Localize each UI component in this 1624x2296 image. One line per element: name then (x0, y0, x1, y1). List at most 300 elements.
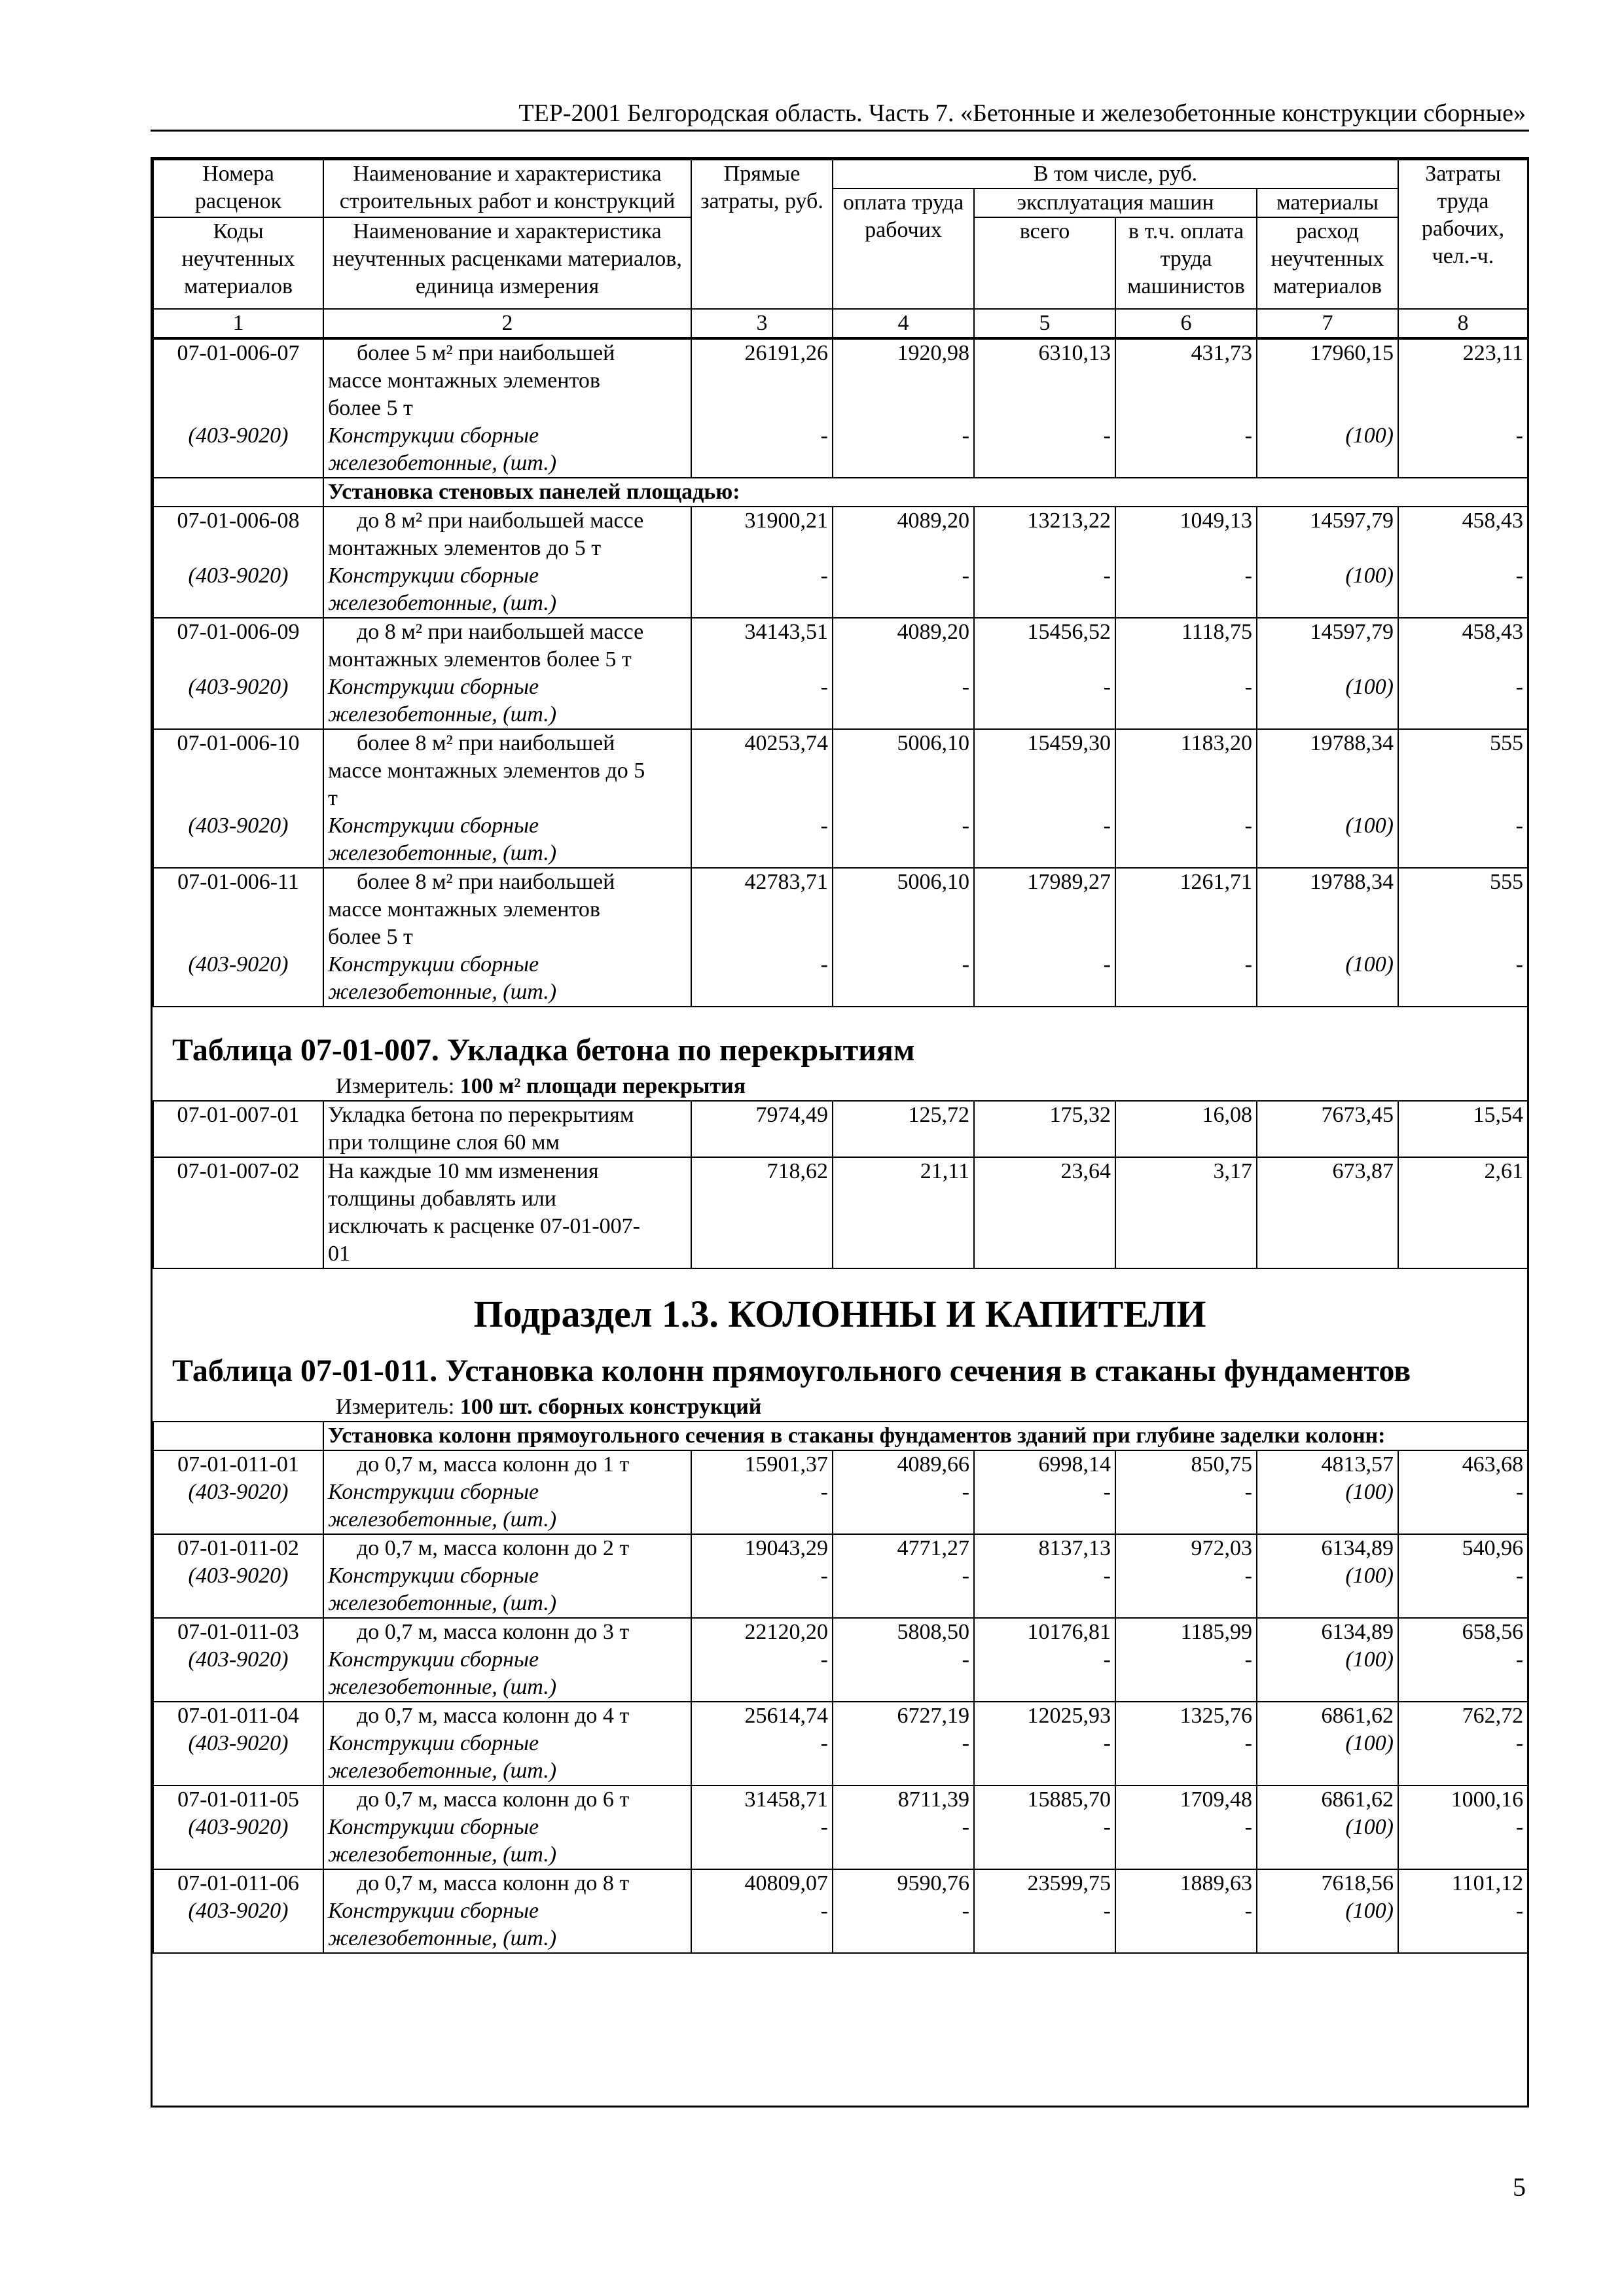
rate-code: 07-01-011-03 (177, 1620, 299, 1644)
table-07-01-006 (153, 338, 1528, 1007)
value-cell (974, 1450, 1115, 1534)
rate-row (153, 618, 1528, 729)
value-cell (691, 1785, 833, 1869)
value-cell (1398, 868, 1528, 1007)
material-value: - (1103, 1815, 1111, 1839)
value: 463,68 (1462, 1452, 1524, 1477)
table-07-01-007-title: Таблица 07-01-007. Укладка бетона по перекрытиям (172, 1033, 915, 1067)
spacer (158, 896, 319, 924)
value: 15,54 (1473, 1103, 1523, 1127)
value: 6998,14 (1038, 1452, 1111, 1477)
value: 658,56 (1462, 1620, 1524, 1644)
value-cell (1115, 507, 1257, 618)
value: 2,61 (1484, 1159, 1523, 1183)
rate-row (153, 1450, 1528, 1534)
value-cell (1257, 1157, 1398, 1268)
value-cell (1398, 339, 1528, 478)
value-cell (691, 1618, 833, 1702)
value: 4813,57 (1321, 1452, 1394, 1477)
material-value: - (1515, 564, 1523, 588)
description-line: до 0,7 м, масса колонн до 6 т (357, 1787, 630, 1812)
value-cell (1257, 1785, 1398, 1869)
material-line: железобетонные, (шт.) (328, 451, 557, 475)
value: 19043,29 (744, 1536, 828, 1560)
value: 1261,71 (1180, 870, 1252, 894)
value: 7974,49 (755, 1103, 828, 1127)
rate-code: 07-01-011-06 (177, 1871, 299, 1895)
spacer (696, 896, 828, 924)
rate-code-cell (153, 507, 323, 618)
spacer (1261, 535, 1394, 562)
value-cell (1257, 729, 1398, 868)
material-value: - (1244, 675, 1252, 699)
material-value: - (1244, 1647, 1252, 1672)
rate-code: 07-01-011-01 (177, 1452, 299, 1477)
rate-code: 07-01-011-04 (177, 1704, 299, 1728)
material-value: - (1103, 1647, 1111, 1672)
material-line: железобетонные, (шт.) (328, 1507, 557, 1532)
empty-cell (153, 1422, 323, 1450)
value: 42783,71 (744, 870, 828, 894)
material-line: Конструкции сборные (328, 1899, 539, 1923)
material-value: - (1515, 1731, 1524, 1755)
value: 22120,20 (744, 1620, 828, 1644)
value-cell (1115, 729, 1257, 868)
value-cell (833, 729, 974, 868)
value: 8137,13 (1038, 1536, 1111, 1560)
value: 673,87 (1332, 1159, 1394, 1183)
material-line: Конструкции сборные (328, 675, 539, 699)
spacer (837, 395, 969, 422)
value: 1101,12 (1451, 1871, 1524, 1895)
spacer (158, 535, 319, 562)
value-cell (691, 339, 833, 478)
description-cell (323, 729, 691, 868)
material-value: - (1103, 564, 1111, 588)
value: 762,72 (1462, 1704, 1524, 1728)
spacer (696, 757, 828, 785)
value-cell (1257, 1869, 1398, 1953)
material-line: Конструкции сборные (328, 1480, 539, 1504)
material-line: железобетонные, (шт.) (328, 841, 557, 865)
description-line: до 0,7 м, масса колонн до 8 т (357, 1871, 630, 1895)
value-cell (691, 618, 833, 729)
material-value: - (962, 1815, 969, 1839)
value: 175,32 (1049, 1103, 1111, 1127)
value: 34143,51 (744, 620, 828, 644)
spacer (837, 896, 969, 924)
table-07-01-011-meter (153, 1393, 1527, 1421)
value-cell (1115, 1450, 1257, 1534)
value-cell (691, 1534, 833, 1618)
col-name-bottom: Наименование и характеристика неучтенных расценками материалов, единица измерения (323, 217, 691, 309)
rate-row (153, 868, 1528, 1007)
spacer (837, 535, 969, 562)
value: 26191,26 (744, 341, 828, 365)
spacer (1120, 367, 1252, 395)
spacer (696, 367, 828, 395)
spacer (1261, 757, 1394, 785)
value: 1049,13 (1180, 509, 1252, 533)
value: 6861,62 (1321, 1787, 1394, 1812)
rate-code-cell (153, 618, 323, 729)
value-cell (1257, 507, 1398, 618)
value: 8711,39 (897, 1787, 969, 1812)
value: 4089,20 (897, 620, 969, 644)
material-value: - (820, 675, 828, 699)
empty-cell (153, 478, 323, 507)
value: 7618,56 (1321, 1871, 1394, 1895)
material-value: - (962, 1899, 969, 1923)
col-number: 7 (1257, 309, 1398, 338)
material-value: - (820, 814, 828, 838)
material-value: - (962, 952, 969, 977)
spacer (1120, 395, 1252, 422)
material-value: - (962, 564, 969, 588)
value: 17989,27 (1027, 870, 1111, 894)
material-value: - (1103, 1564, 1111, 1588)
value-cell (1115, 1157, 1257, 1268)
col-labor-hours: Затраты труда рабочих, чел.-ч. (1398, 160, 1528, 309)
value-cell (1398, 1450, 1528, 1534)
spacer (1403, 896, 1523, 924)
material-value: - (1103, 814, 1111, 838)
subsection-title: Подраздел 1.3. КОЛОННЫ И КАПИТЕЛИ (473, 1293, 1206, 1335)
col-machines: эксплуатация машин (974, 188, 1257, 217)
material-code: (403-9020) (188, 1564, 289, 1588)
material-value: - (1515, 1899, 1524, 1923)
material-value: - (962, 423, 969, 448)
material-line: Конструкции сборные (328, 1564, 539, 1588)
value-cell (833, 339, 974, 478)
material-line: железобетонные, (шт.) (328, 1591, 557, 1615)
description-cell (323, 1869, 691, 1953)
col-including: В том числе, руб. (833, 160, 1398, 188)
spacer (979, 367, 1111, 395)
value: 6861,62 (1321, 1704, 1394, 1728)
table-07-01-007-meter (153, 1073, 1527, 1100)
material-line: Конструкции сборные (328, 1647, 539, 1672)
material-value: - (1103, 423, 1111, 448)
spacer (158, 924, 319, 951)
description-cell (323, 1534, 691, 1618)
material-value: (100) (1345, 814, 1394, 838)
value-cell (691, 729, 833, 868)
value-cell (1115, 1869, 1257, 1953)
description-line: На каждые 10 мм изменения (328, 1159, 599, 1183)
value-cell (1115, 1534, 1257, 1618)
value-cell (833, 868, 974, 1007)
value-cell (833, 1157, 974, 1268)
value: 972,03 (1191, 1536, 1252, 1560)
value: 1920,98 (897, 341, 969, 365)
description-line: более 5 т (328, 925, 413, 949)
material-value: - (962, 1647, 969, 1672)
value: 23599,75 (1027, 1871, 1111, 1895)
material-value: (100) (1345, 952, 1394, 977)
description-cell (323, 1157, 691, 1268)
material-value: - (820, 564, 828, 588)
material-value: (100) (1345, 1731, 1394, 1755)
value: 1000,16 (1451, 1787, 1524, 1812)
description-cell (323, 1101, 691, 1157)
material-value: - (962, 1480, 969, 1504)
value-cell (691, 1450, 833, 1534)
material-value: - (1103, 1731, 1111, 1755)
spacer (1261, 896, 1394, 924)
value-cell (833, 618, 974, 729)
material-value: (100) (1345, 1564, 1394, 1588)
value: 4089,20 (897, 509, 969, 533)
material-value: (100) (1345, 1815, 1394, 1839)
value: 6134,89 (1321, 1536, 1394, 1560)
value: 6134,89 (1321, 1620, 1394, 1644)
material-value: - (962, 1564, 969, 1588)
value: 14597,79 (1310, 620, 1394, 644)
value-cell (1398, 1618, 1528, 1702)
material-line: Конструкции сборные (328, 423, 539, 448)
rate-code-cell (153, 1101, 323, 1157)
description-line: до 8 м² при наибольшей массе (357, 620, 644, 644)
rate-code: 07-01-007-01 (177, 1103, 300, 1127)
col-number: 1 (153, 309, 323, 338)
spacer (979, 924, 1111, 951)
description-line: массе монтажных элементов (328, 368, 600, 393)
value-cell (974, 868, 1115, 1007)
value-cell (833, 507, 974, 618)
material-value: - (1244, 1899, 1252, 1923)
material-code: (403-9020) (188, 564, 289, 588)
value-cell (1257, 618, 1398, 729)
material-code: (403-9020) (188, 1899, 289, 1923)
material-value: - (1244, 423, 1252, 448)
table-07-01-011-title: Таблица 07-01-011. Установка колонн прямоугольного сечения в стаканы фундаментов (172, 1354, 1411, 1388)
value-cell (1398, 507, 1528, 618)
value-cell (1398, 1869, 1528, 1953)
col-direct: Прямые затраты, руб. (691, 160, 833, 309)
value-cell (1398, 1101, 1528, 1157)
material-value: - (962, 675, 969, 699)
col-number: 4 (833, 309, 974, 338)
value: 6727,19 (897, 1704, 969, 1728)
spacer (158, 395, 319, 422)
material-code: (403-9020) (188, 1480, 289, 1504)
value: 15885,70 (1027, 1787, 1111, 1812)
value-cell (1257, 1534, 1398, 1618)
value-cell (691, 868, 833, 1007)
material-value: - (1103, 1899, 1111, 1923)
material-value: (100) (1345, 675, 1394, 699)
material-line: железобетонные, (шт.) (328, 702, 557, 726)
value-cell (974, 1157, 1115, 1268)
value: 1325,76 (1180, 1704, 1252, 1728)
spacer (979, 785, 1111, 812)
material-value: - (820, 1647, 828, 1672)
description-cell (323, 507, 691, 618)
value-cell (974, 729, 1115, 868)
description-line: монтажных элементов более 5 т (328, 647, 632, 672)
value: 431,73 (1191, 341, 1252, 365)
material-line: Конструкции сборные (328, 814, 539, 838)
spacer (979, 896, 1111, 924)
description-line: более 8 м² при наибольшей (357, 870, 615, 894)
value: 4771,27 (897, 1536, 969, 1560)
material-line: Конструкции сборные (328, 1731, 539, 1755)
spacer (1403, 924, 1523, 951)
table-header (153, 159, 1528, 338)
value-cell (833, 1869, 974, 1953)
spacer (696, 395, 828, 422)
value-cell (833, 1785, 974, 1869)
rate-row (153, 339, 1528, 478)
description-line: до 0,7 м, масса колонн до 1 т (357, 1452, 630, 1477)
value-cell (974, 1101, 1115, 1157)
value: 40253,74 (744, 731, 828, 755)
value-cell (1398, 618, 1528, 729)
rate-code-cell (153, 1702, 323, 1785)
rate-code: 07-01-011-05 (177, 1787, 299, 1812)
value-cell (1257, 1618, 1398, 1702)
value: 1183,20 (1180, 731, 1252, 755)
spacer (837, 646, 969, 673)
description-cell (323, 1450, 691, 1534)
rate-code-cell (153, 1869, 323, 1953)
group-row (153, 478, 1528, 507)
value-cell (1115, 1702, 1257, 1785)
value: 5006,10 (897, 731, 969, 755)
value: 10176,81 (1027, 1620, 1111, 1644)
value-cell (1398, 1534, 1528, 1618)
spacer (1403, 757, 1523, 785)
material-value: - (962, 1731, 969, 1755)
material-line: Конструкции сборные (328, 564, 539, 588)
description-line: толщины добавлять или (328, 1187, 556, 1211)
rate-row (153, 729, 1528, 868)
value-cell (1257, 1101, 1398, 1157)
spacer (158, 757, 319, 785)
value: 12025,93 (1027, 1704, 1111, 1728)
rate-code: 07-01-006-11 (177, 870, 299, 894)
rate-row (153, 1702, 1528, 1785)
col-machinist: в т.ч. оплата труда машинистов (1115, 217, 1257, 309)
value: 6310,13 (1038, 341, 1111, 365)
material-value: - (1244, 564, 1252, 588)
material-code: (403-9020) (188, 675, 289, 699)
spacer (696, 646, 828, 673)
rate-code: 07-01-007-02 (177, 1159, 300, 1183)
description-cell (323, 339, 691, 478)
material-line: Конструкции сборные (328, 1815, 539, 1839)
value: 850,75 (1191, 1452, 1252, 1477)
material-value: - (1103, 675, 1111, 699)
material-value: - (1244, 952, 1252, 977)
description-line: более 8 м² при наибольшей (357, 731, 615, 755)
rate-row (153, 1785, 1528, 1869)
material-line: железобетонные, (шт.) (328, 1759, 557, 1783)
material-line: железобетонные, (шт.) (328, 1842, 557, 1867)
header-rule (151, 130, 1529, 132)
value: 13213,22 (1027, 509, 1111, 533)
value-cell (974, 618, 1115, 729)
value: 540,96 (1462, 1536, 1524, 1560)
material-code: (403-9020) (188, 1815, 289, 1839)
value-cell (1398, 1702, 1528, 1785)
value-cell (974, 1618, 1115, 1702)
material-value: - (1103, 1480, 1111, 1504)
description-cell (323, 1785, 691, 1869)
rate-row (153, 507, 1528, 618)
value: 125,72 (908, 1103, 969, 1127)
table-07-01-011 (153, 1421, 1528, 1954)
rate-code-cell (153, 1534, 323, 1618)
spacer (1261, 395, 1394, 422)
col-number: 3 (691, 309, 833, 338)
meter-label: Измеритель: (336, 1074, 455, 1098)
value-cell (833, 1450, 974, 1534)
material-value: - (1244, 814, 1252, 838)
value-cell (691, 1157, 833, 1268)
value: 15456,52 (1027, 620, 1111, 644)
material-value: (100) (1345, 423, 1394, 448)
description-line: массе монтажных элементов до 5 (328, 759, 645, 783)
spacer (837, 785, 969, 812)
description-line: до 8 м² при наибольшей массе (357, 509, 644, 533)
spacer (1403, 395, 1523, 422)
value: 40809,07 (744, 1871, 828, 1895)
value: 718,62 (767, 1159, 828, 1183)
col-number: 8 (1398, 309, 1528, 338)
material-code: (403-9020) (188, 952, 289, 977)
value: 9590,76 (897, 1871, 969, 1895)
value: 458,43 (1462, 620, 1523, 644)
spacer (158, 367, 319, 395)
spacer (1261, 924, 1394, 951)
description-line: т (328, 786, 338, 810)
value-cell (1115, 618, 1257, 729)
material-value: - (1515, 1564, 1524, 1588)
value-cell (974, 507, 1115, 618)
spacer (158, 646, 319, 673)
spacer (1120, 785, 1252, 812)
meter-value: 100 м² площади перекрытия (460, 1074, 746, 1098)
value: 1118,75 (1182, 620, 1252, 644)
rate-code-cell (153, 339, 323, 478)
material-value: - (1515, 952, 1523, 977)
col-labor: оплата труда рабочих (833, 188, 974, 309)
description-line: более 5 т (328, 396, 413, 420)
value-cell (974, 339, 1115, 478)
meter-label: Измеритель: (336, 1395, 455, 1419)
description-line: Укладка бетона по перекрытиям (328, 1103, 634, 1127)
description-cell (323, 868, 691, 1007)
spacer (1261, 785, 1394, 812)
col-unaccounted: расход неучтенных материалов (1257, 217, 1398, 309)
value: 555 (1490, 870, 1523, 894)
value: 458,43 (1462, 509, 1523, 533)
value: 1709,48 (1180, 1787, 1252, 1812)
material-code: (403-9020) (188, 423, 289, 448)
description-cell (323, 1618, 691, 1702)
rate-row (153, 1157, 1528, 1268)
value: 17960,15 (1310, 341, 1394, 365)
col-machines-total: всего (974, 217, 1115, 309)
material-value: - (820, 1480, 828, 1504)
value-cell (1115, 868, 1257, 1007)
description-line: массе монтажных элементов (328, 897, 600, 922)
description-line: до 0,7 м, масса колонн до 2 т (357, 1536, 630, 1560)
col-codes-top: Номера расценок (153, 160, 323, 217)
spacer (1261, 646, 1394, 673)
